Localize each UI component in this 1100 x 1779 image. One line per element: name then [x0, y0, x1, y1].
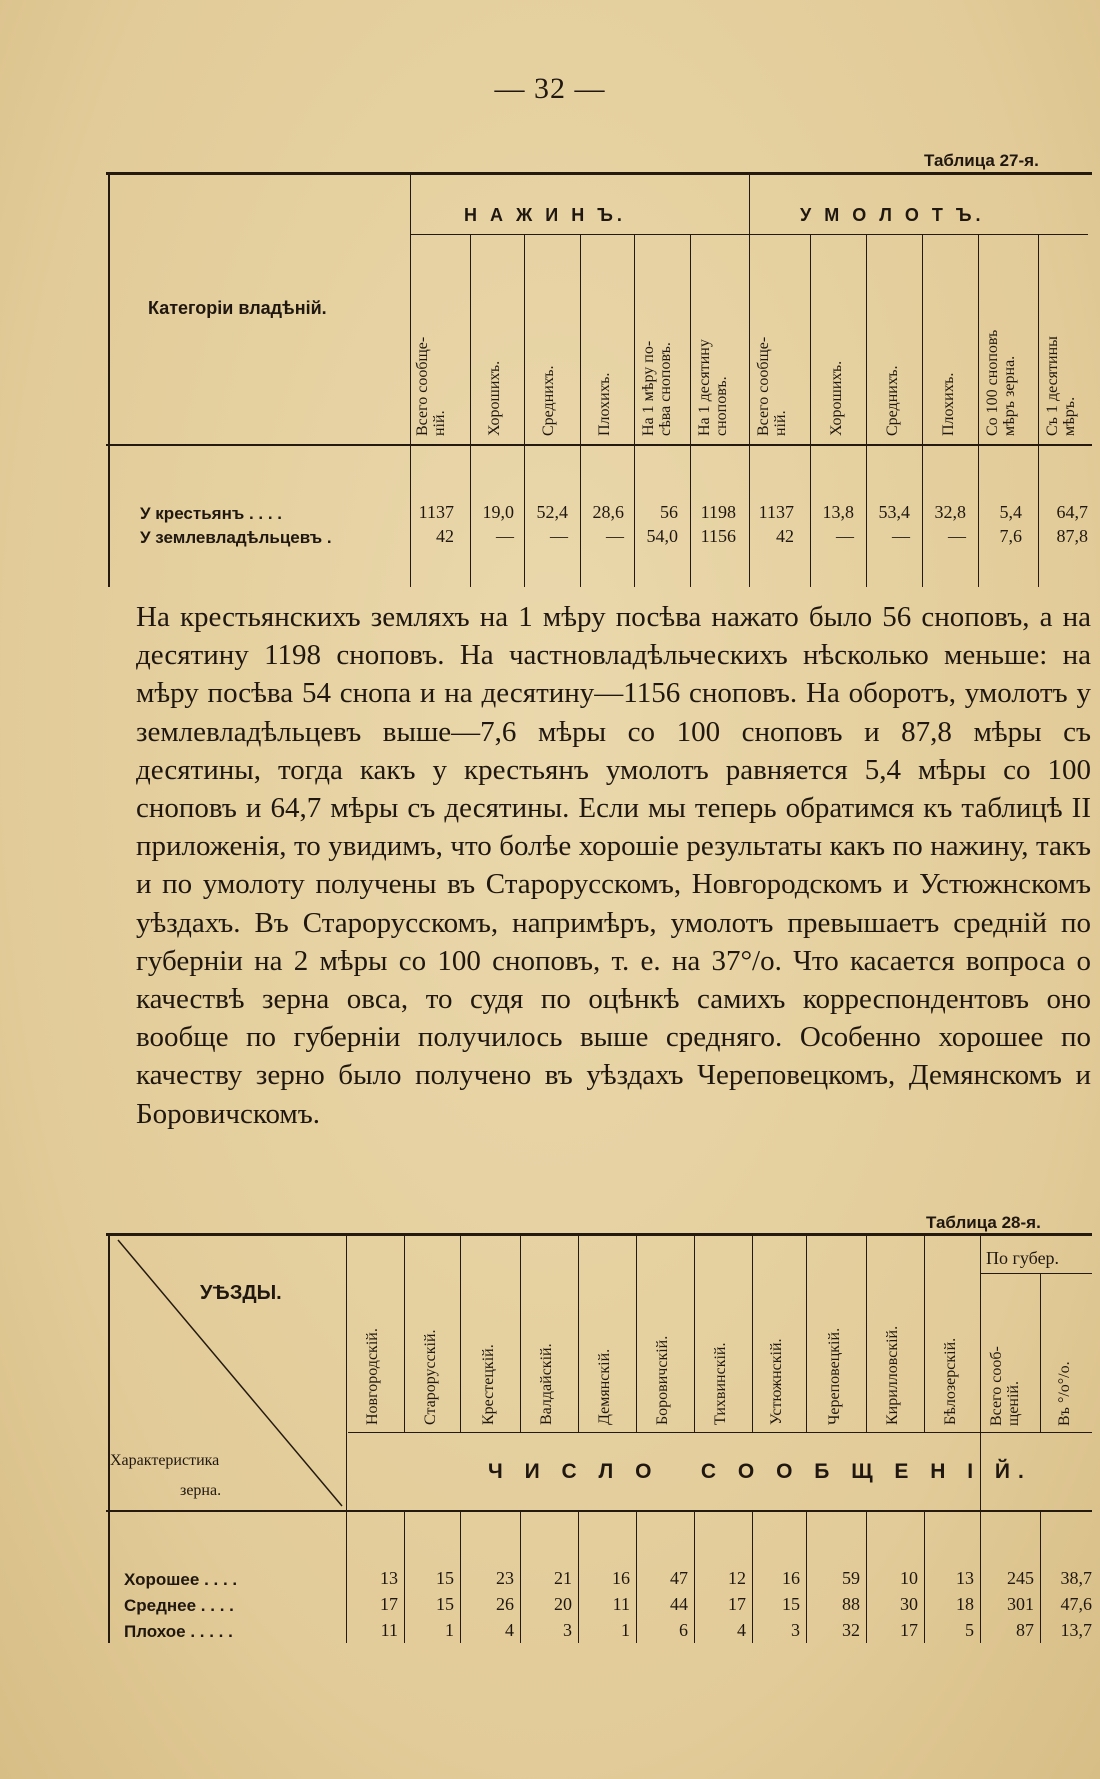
table-cell: 12: [728, 1568, 746, 1588]
table-cell: —: [606, 526, 624, 546]
table-cell: 10: [900, 1568, 918, 1588]
t28-col-header: Череповецкій.: [826, 1327, 843, 1425]
table-cell: 1137: [758, 502, 794, 522]
table-cell: 28,6: [592, 502, 624, 522]
t28-col-header: Старорусскій.: [422, 1329, 439, 1425]
table-cell: 17: [900, 1620, 918, 1640]
table-cell: 245: [1007, 1568, 1034, 1588]
table-cell: 64,7: [1056, 502, 1088, 522]
table-cell: 17: [380, 1594, 398, 1614]
table-cell: 23: [496, 1568, 514, 1588]
table-27-category-header: Категоріи владѣній.: [148, 298, 327, 318]
table-27-header-rule: [106, 444, 1092, 446]
table-27-umolot-header: У М О Л О Т Ъ.: [800, 205, 985, 225]
table-cell: 88: [842, 1594, 860, 1614]
table-cell: 4: [737, 1620, 746, 1640]
table-cell: 6: [679, 1620, 688, 1640]
t27-col-header: Плохихъ.: [940, 372, 957, 436]
table-28-caption: Таблица 28-я.: [926, 1213, 1041, 1232]
t27-col-header: Со 100 сноповъ мѣръ зерна.: [984, 329, 1018, 436]
table-28-count-header: Ч И С Л О С О О Б Щ Е Н І Й.: [488, 1460, 1032, 1483]
table-cell: 32: [842, 1620, 860, 1640]
table-cell: 13,8: [822, 502, 854, 522]
table-cell: —: [550, 526, 568, 546]
table-cell: 18: [956, 1594, 974, 1614]
table-cell: 56: [660, 502, 678, 522]
t28-col-header: Устюжнскій.: [768, 1338, 785, 1425]
table-cell: 1: [445, 1620, 454, 1640]
t27-row-label: У землевладѣльцевъ .: [140, 528, 332, 547]
t28-row-label: Среднее . . . .: [124, 1596, 234, 1615]
table-28-corner-top: УѢЗДЫ.: [200, 1282, 282, 1304]
table-cell: 26: [496, 1594, 514, 1614]
table-cell: 47,6: [1060, 1594, 1092, 1614]
table-cell: 20: [554, 1594, 572, 1614]
table-cell: 87,8: [1056, 526, 1088, 546]
table-cell: 30: [900, 1594, 918, 1614]
table-cell: 54,0: [646, 526, 678, 546]
table-cell: 42: [776, 526, 794, 546]
table-28-corner-bottom-1: Характеристика: [110, 1452, 220, 1469]
table-cell: 5: [965, 1620, 974, 1640]
table-cell: 3: [791, 1620, 800, 1640]
table-cell: 47: [670, 1568, 688, 1588]
table-cell: 19,0: [482, 502, 514, 522]
table-cell: —: [496, 526, 514, 546]
t28-col-header: Крестецкій.: [480, 1344, 497, 1425]
table-cell: 13,7: [1060, 1620, 1092, 1640]
t28-col-header: Демянскій.: [596, 1348, 613, 1425]
table-cell: 1198: [700, 502, 736, 522]
table-cell: 7,6: [999, 526, 1022, 546]
table-cell: 1: [621, 1620, 630, 1640]
t28-col-header: Тихвинскій.: [712, 1342, 729, 1425]
t28-col-header: Кирилловскій.: [884, 1325, 901, 1425]
t27-col-header: Хорошихъ.: [486, 360, 503, 436]
table-cell: 15: [782, 1594, 800, 1614]
table-cell: 42: [436, 526, 454, 546]
t27-col-header: Хорошихъ.: [828, 360, 845, 436]
table-cell: 53,4: [878, 502, 910, 522]
t27-col-header: Съ 1 десятины мѣръ.: [1044, 336, 1078, 436]
table-cell: 11: [612, 1594, 630, 1614]
table-cell: 16: [782, 1568, 800, 1588]
page-number: — 32 —: [494, 72, 606, 105]
table-27-left-rule: [108, 172, 110, 587]
table-27-caption: Таблица 27-я.: [924, 151, 1039, 170]
table-cell: 3: [563, 1620, 572, 1640]
table-cell: 5,4: [999, 502, 1022, 522]
t27-col-header: Среднихъ.: [540, 365, 557, 436]
table-cell: 15: [436, 1568, 454, 1588]
table-cell: 44: [670, 1594, 688, 1614]
t28-col-header: Въ °/о°/о.: [1056, 1361, 1073, 1426]
table-cell: 1156: [700, 526, 736, 546]
table-cell: 87: [1016, 1620, 1034, 1640]
table-cell: 11: [380, 1620, 398, 1640]
t27-col-header: Всего сообще- ній.: [414, 336, 448, 436]
t28-col-header: Боровичскій.: [654, 1335, 671, 1425]
table-27-nazhin-header: Н А Ж И Н Ъ.: [464, 205, 626, 225]
table-28-header-rule: [106, 1510, 1092, 1512]
table-28-corner-bottom-2: зерна.: [180, 1482, 222, 1499]
table-cell: —: [892, 526, 910, 546]
table-27-top-rule: [106, 172, 1092, 175]
t28-col-header: Всего сооб- щеній.: [988, 1346, 1022, 1426]
t27-col-header: Плохихъ.: [596, 372, 613, 436]
t27-col-header: На 1 мѣру по- сѣва сноповъ.: [640, 340, 674, 436]
t28-row-label: Хорошее . . . .: [124, 1570, 238, 1589]
table-28-po-guber: По губер.: [986, 1248, 1060, 1268]
table-cell: 59: [842, 1568, 860, 1588]
table-cell: 13: [380, 1568, 398, 1588]
table-cell: —: [948, 526, 966, 546]
t27-col-header: Всего сообще- ній.: [755, 336, 789, 436]
table-cell: 4: [505, 1620, 514, 1640]
t27-col-header: Среднихъ.: [884, 365, 901, 436]
t28-row-label: Плохое . . . . .: [124, 1622, 233, 1641]
table-cell: 13: [956, 1568, 974, 1588]
t28-col-header: Валдайскій.: [538, 1343, 555, 1425]
body-paragraph: На крестьянскихъ земляхъ на 1 мѣру посѣва нажато было 56 сноповъ, а на десятину 1198 сноповъ. На частновладѣльческихъ нѣсколько меньше: на мѣру посѣва 54 снопа и на десятину—1156 сноповъ. На оборотъ, умолотъ у землевладѣльцевъ выше—7,6 мѣры со 100 сноповъ и 87,8 мѣры съ десятины, тогда какъ у крестьянъ умолотъ равняется 5,4 мѣры со 100 сноповъ и 64,7 мѣры съ десятины. Если мы теперь обратимся къ таблицѣ II приложенія, то увидимъ, что болѣе хорошіе результаты какъ по нажину, такъ и по умолоту получены въ Старорусскомъ, Новгородскомъ и Устюжнскомъ уѣздахъ. Въ Старорусскомъ, напримѣръ, умолотъ превышаетъ средній по губерніи на 2 мѣры со 100 сноповъ, т. е. на 37°/о. Что касается вопроса о качествѣ зерна овса, то судя по оцѣнкѣ самихъ корреспондентовъ оно вообще по губерніи получилось выше средняго. Особенно хорошее по качеству зерно было получено въ уѣздахъ Череповецкомъ, Демянскомъ и Боровичскомъ.: [136, 601, 1091, 1130]
t28-col-header: Бѣлозерскій.: [942, 1337, 959, 1425]
table-cell: 38,7: [1060, 1568, 1092, 1588]
table-cell: 301: [1007, 1594, 1034, 1614]
table-cell: 32,8: [934, 502, 966, 522]
table-cell: 16: [612, 1568, 630, 1588]
table-cell: 1137: [418, 502, 454, 522]
table-cell: —: [836, 526, 854, 546]
t27-row-label: У крестьянъ . . . .: [140, 504, 283, 523]
table-cell: 15: [436, 1594, 454, 1614]
t28-col-header: Новгородскій.: [364, 1328, 381, 1425]
table-cell: 21: [554, 1568, 572, 1588]
table-cell: 17: [728, 1594, 746, 1614]
t27-col-header: На 1 десятину сноповъ.: [696, 339, 730, 436]
table-cell: 52,4: [536, 502, 568, 522]
